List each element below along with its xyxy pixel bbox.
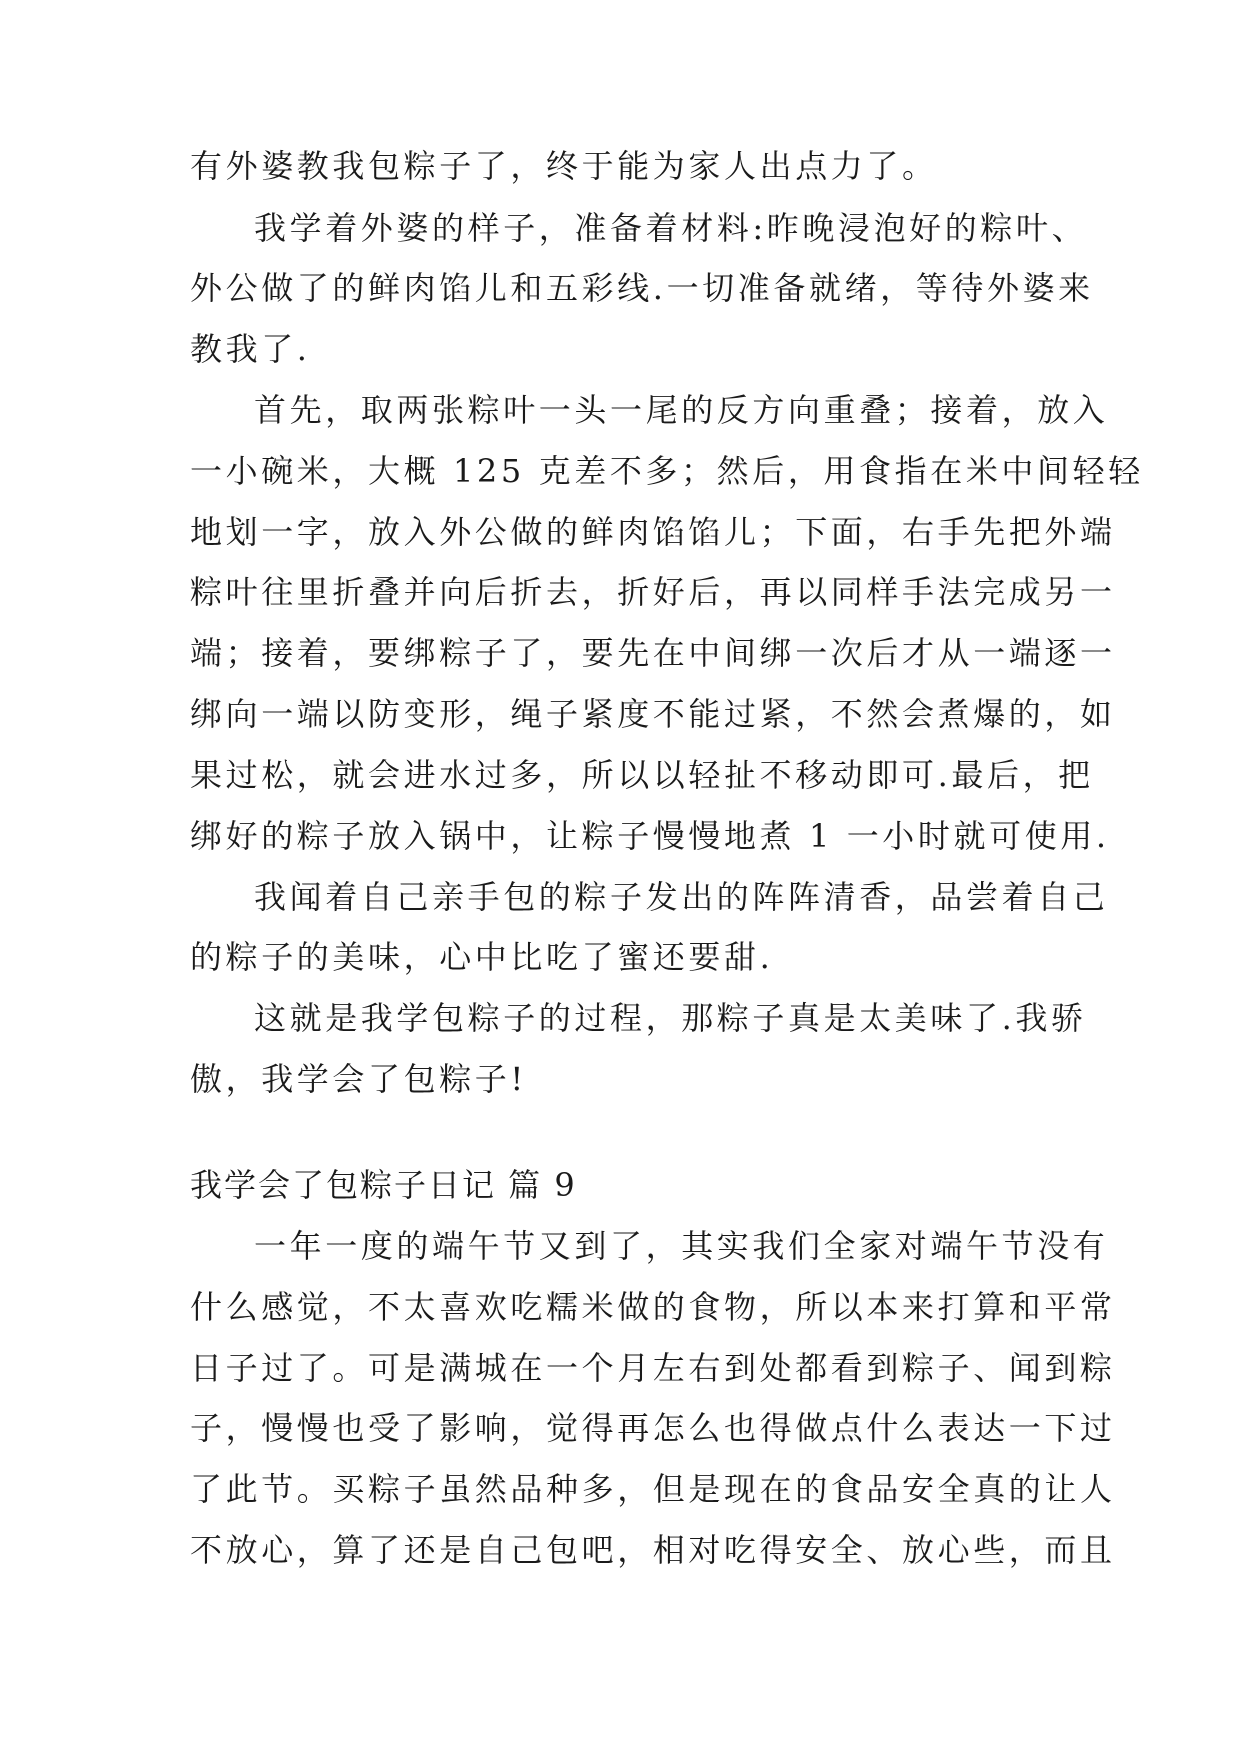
text-line: 不放心，算了还是自己包吧，相对吃得安全、放心些，而且 (190, 1531, 1116, 1569)
text-line: 绑好的粽子放入锅中，让粽子慢慢地煮 1 一小时就可使用. (190, 817, 1110, 855)
text-line: 一小碗米，大概 125 克差不多；然后，用食指在米中间轻轻 (190, 452, 1144, 490)
text-line: 地划一字，放入外公做的鲜肉馅馅儿；下面，右手先把外端 (190, 513, 1116, 551)
section-heading: 我学会了包粽子日记 篇 9 (190, 1166, 577, 1204)
text-line: 我学着外婆的样子，准备着材料:昨晚浸泡好的粽叶、 (254, 209, 1088, 247)
text-line: 我闻着自己亲手包的粽子发出的阵阵清香，品尝着自己 (254, 878, 1109, 916)
text-line: 外公做了的鲜肉馅儿和五彩线.一切准备就绪，等待外婆来 (190, 269, 1094, 307)
text-line: 粽叶往里折叠并向后折去，折好后，再以同样手法完成另一 (190, 573, 1116, 611)
text-line: 什么感觉，不太喜欢吃糯米做的食物，所以本来打算和平常 (190, 1288, 1116, 1326)
text-line: 子，慢慢也受了影响，觉得再怎么也得做点什么表达一下过 (190, 1409, 1116, 1447)
text-line: 傲，我学会了包粽子! (190, 1060, 527, 1098)
text-line: 了此节。买粽子虽然品种多，但是现在的食品安全真的让人 (190, 1470, 1116, 1508)
text-line: 教我了. (190, 330, 311, 368)
text-line: 这就是我学包粽子的过程，那粽子真是太美味了.我骄 (254, 999, 1087, 1037)
text-line: 日子过了。可是满城在一个月左右到处都看到粽子、闻到粽 (190, 1349, 1116, 1387)
text-line: 端；接着，要绑粽子了，要先在中间绑一次后才从一端逐一 (190, 634, 1116, 672)
text-line: 首先，取两张粽叶一头一尾的反方向重叠；接着，放入 (254, 391, 1109, 429)
text-line: 一年一度的端午节又到了，其实我们全家对端午节没有 (254, 1227, 1109, 1265)
text-line: 绑向一端以防变形，绳子紧度不能过紧，不然会煮爆的，如 (190, 695, 1116, 733)
text-line: 有外婆教我包粽子了，终于能为家人出点力了。 (190, 147, 938, 185)
text-line: 的粽子的美味，心中比吃了蜜还要甜. (190, 938, 774, 976)
text-line: 果过松，就会进水过多，所以以轻扯不移动即可.最后，把 (190, 756, 1094, 794)
